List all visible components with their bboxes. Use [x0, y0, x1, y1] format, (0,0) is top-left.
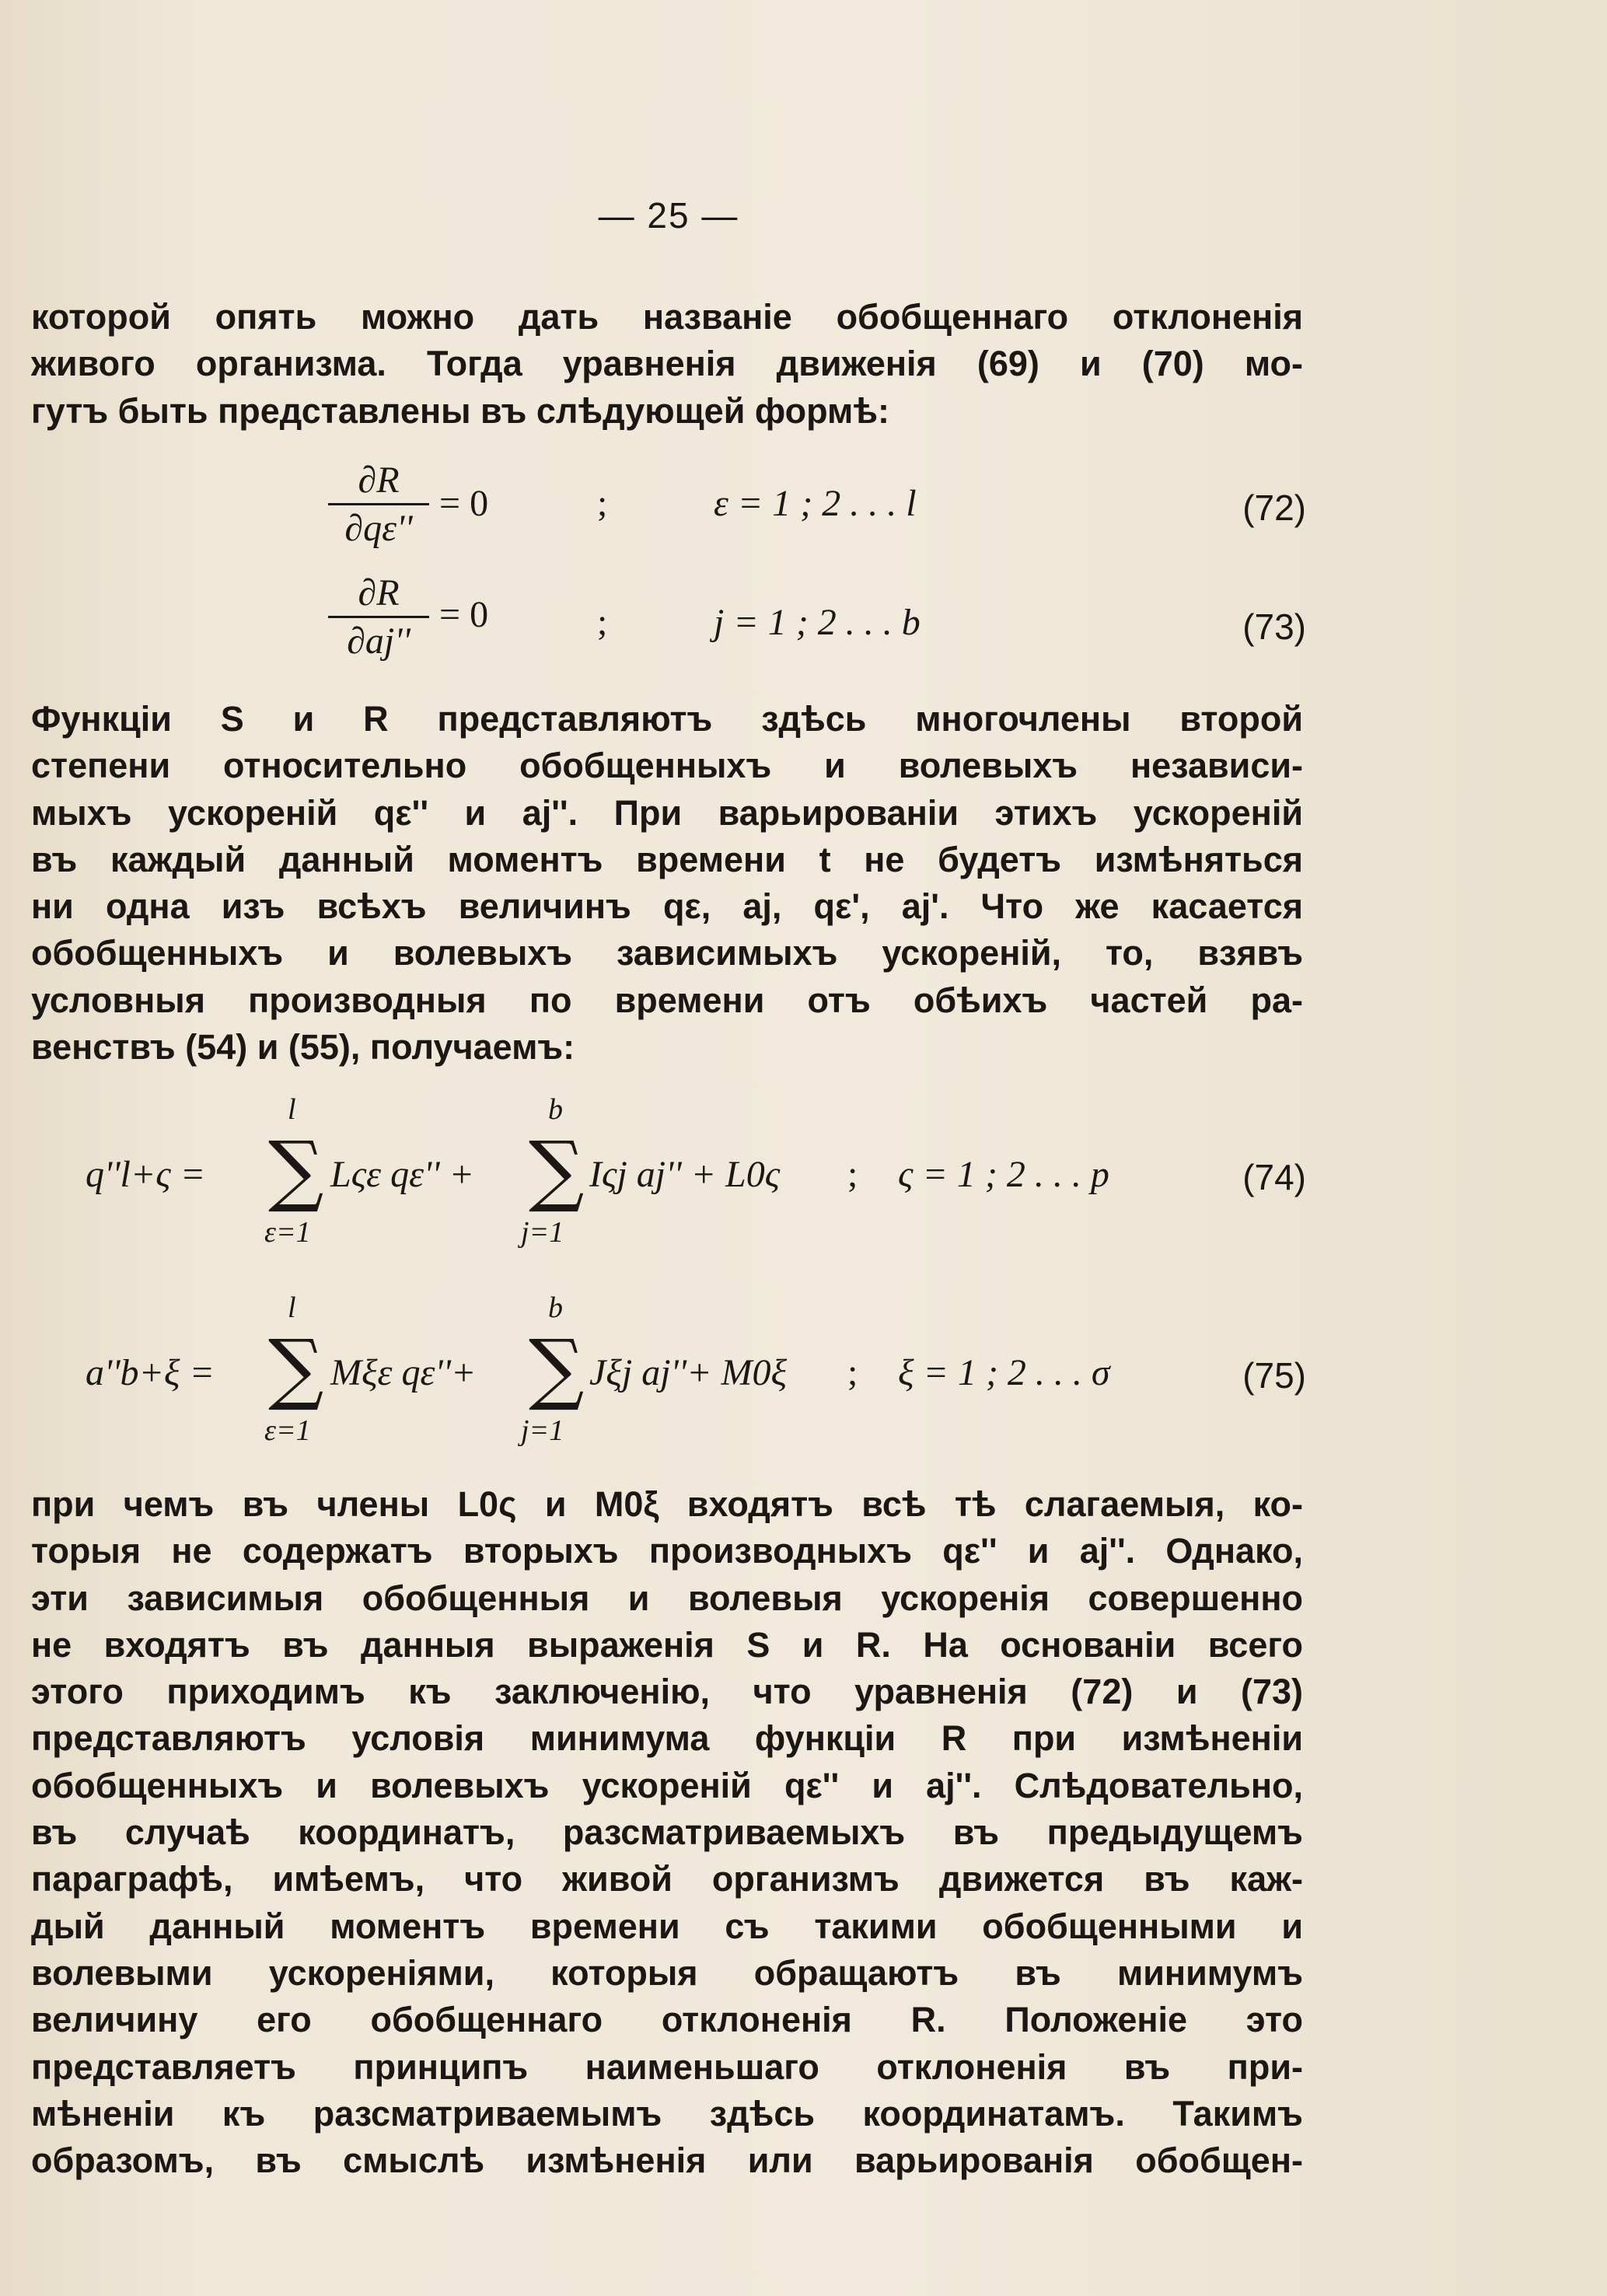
fraction-bar [328, 616, 429, 618]
text-line: мѣненіи къ разсматриваемымъ здѣсь координатамъ. Такимъ [31, 2093, 1303, 2133]
separator: ; [847, 1154, 858, 1195]
text-line: условныя производныя по времени отъ обѣихъ частей ра- [31, 980, 1303, 1020]
equation-72 [31, 459, 1306, 552]
sum-upper-limit: l [288, 1093, 296, 1126]
text-line: торыя не содержатъ вторыхъ производныхъ qε'' и aj''. Однако, [31, 1531, 1303, 1571]
text-line: Функціи S и R представляютъ здѣсь многочлены второй [31, 699, 1303, 739]
equation-74 [31, 1092, 1306, 1256]
equation-number: (75) [1242, 1355, 1306, 1396]
denominator: ∂aj'' [347, 620, 410, 662]
page-number: — 25 — [598, 195, 739, 236]
text-line: при чемъ въ члены L0ς и M0ξ входятъ всѣ тѣ слагаемыя, ко- [31, 1484, 1303, 1524]
index-range: ξ = 1 ; 2 . . . σ [898, 1352, 1110, 1393]
sigma-symbol: ∑ [529, 1124, 585, 1215]
equation-75 [31, 1291, 1306, 1454]
paragraph-3 [31, 1481, 1303, 2184]
sum-upper-limit: b [548, 1291, 563, 1324]
denominator: ∂qε'' [344, 508, 413, 549]
text-line: представляетъ принципъ наименьшаго отклоненія въ при- [31, 2046, 1303, 2087]
text-line: величину его обобщеннаго отклоненія R. Положеніе это [31, 2000, 1303, 2040]
fraction-bar [328, 503, 429, 505]
equation-number: (74) [1242, 1157, 1306, 1197]
sum-lower-limit: ε=1 [264, 1414, 311, 1447]
text-line: въ каждый данный моментъ времени t не будетъ измѣняться [31, 839, 1303, 879]
text-line: образомъ, въ смыслѣ измѣненія или варьированія обобщен- [31, 2140, 1303, 2181]
sigma-symbol: ∑ [529, 1323, 585, 1414]
text-line: обобщенныхъ и волевыхъ зависимыхъ ускореній, то, взявъ [31, 933, 1303, 973]
equation-number: (72) [1242, 488, 1306, 528]
sum-lower-limit: ε=1 [264, 1216, 311, 1249]
text-line: ни одна изъ всѣхъ величинъ qε, aj, qε', aj'. Что же касается [31, 886, 1303, 927]
text-line: венствъ (54) и (55), получаемъ: [31, 1027, 575, 1068]
sum-term: Lςε qε'' + [330, 1154, 474, 1195]
text-line: волевыми ускореніями, которыя обращаютъ въ минимумъ [31, 1952, 1303, 1993]
equation-rhs: = 0 [439, 483, 489, 524]
text-line: дый данный моментъ времени съ такими обобщенными и [31, 1906, 1303, 1946]
text-line: эти зависимыя обобщенныя и волевыя ускоренія совершенно [31, 1578, 1303, 1618]
fraction [328, 459, 429, 550]
sum-upper-limit: l [288, 1291, 296, 1324]
equation-rhs: = 0 [439, 594, 489, 635]
equation-lhs: q''l+ς = [86, 1154, 206, 1195]
text-line: представляютъ условія минимума функціи R при измѣненіи [31, 1718, 1303, 1759]
numerator: ∂R [358, 572, 400, 613]
numerator: ∂R [358, 460, 400, 501]
equation-lhs: a''b+ξ = [86, 1352, 215, 1393]
separator: ; [597, 483, 608, 524]
separator: ; [847, 1352, 858, 1393]
sum-upper-limit: b [548, 1093, 563, 1126]
paragraph-2 [31, 696, 1303, 1071]
text-line: обобщенныхъ и волевыхъ ускореній qε'' и aj''. Слѣдовательно, [31, 1765, 1303, 1805]
text-line: которой опять можно дать названіе обобщеннаго отклоненія [31, 297, 1303, 337]
text-line: гутъ быть представлены въ слѣдующей формѣ: [31, 390, 889, 431]
index-range: ε = 1 ; 2 . . . l [714, 483, 917, 524]
text-line: въ случаѣ координатъ, разсматриваемыхъ въ предыдущемъ [31, 1812, 1303, 1853]
equation-number: (73) [1242, 606, 1306, 647]
sigma-symbol: ∑ [268, 1124, 324, 1215]
text-line: не входятъ въ данныя выраженія S и R. На основаніи всего [31, 1624, 1303, 1665]
sum-term: Iςj aj'' + L0ς [589, 1154, 781, 1195]
equation-73 [31, 571, 1306, 665]
text-line: параграфѣ, имѣемъ, что живой организмъ движется въ каж- [31, 1859, 1303, 1899]
text-line: живого организма. Тогда уравненія движенія (69) и (70) мо- [31, 344, 1303, 384]
sum-lower-limit: j=1 [521, 1216, 564, 1249]
index-range: j = 1 ; 2 . . . b [714, 602, 921, 643]
sum-term: Jξj aj''+ M0ξ [589, 1352, 787, 1393]
text-line: этого приходимъ къ заключенію, что уравненія (72) и (73) [31, 1672, 1303, 1712]
text-line: мыхъ ускореній qε'' и aj''. При варьированіи этихъ ускореній [31, 792, 1303, 833]
index-range: ς = 1 ; 2 . . . p [898, 1154, 1109, 1195]
sigma-symbol: ∑ [268, 1323, 324, 1414]
sum-lower-limit: j=1 [521, 1414, 564, 1447]
paragraph-1 [31, 294, 1303, 435]
text-line: степени относительно обобщенныхъ и волевыхъ независи- [31, 746, 1303, 786]
sum-term: Mξε qε''+ [330, 1352, 477, 1393]
separator: ; [597, 602, 608, 643]
fraction [328, 571, 429, 662]
